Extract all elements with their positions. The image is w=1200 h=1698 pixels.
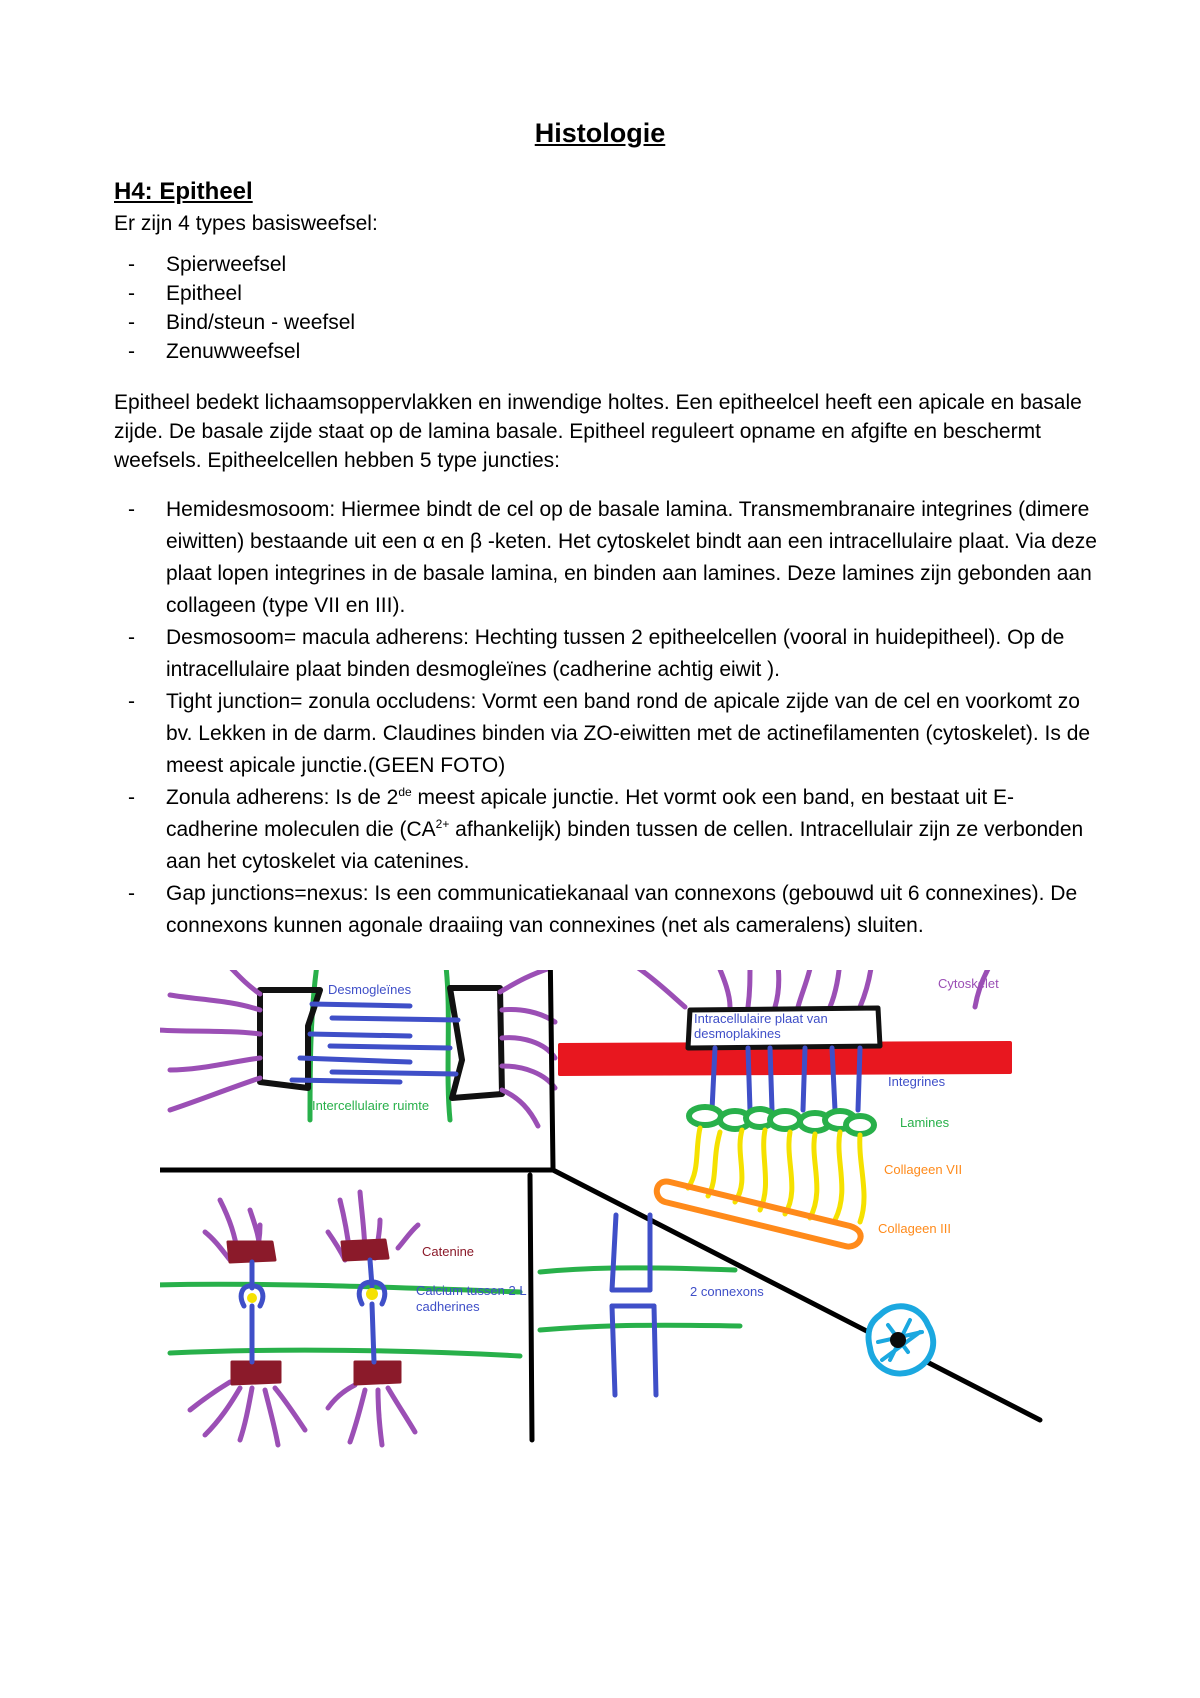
list-item: - Bind/steun - weefsel (114, 308, 355, 337)
gap-junction-drawing (540, 1215, 933, 1395)
label-desmogleines: Desmogleïnes (328, 982, 412, 997)
label-2-connexons: 2 connexons (690, 1284, 764, 1299)
list-item-tight-junction: - Tight junction= zonula occludens: Vormt een band rond de apicale zijde van de cel en voorkomt zo bv. Lekken in de darm. Claudines binden via ZO-eiwitten met de actinefilamenten (cytoskelet). Is de meest apicale junctie.(GEEN FOTO) (114, 686, 1104, 782)
junctions-drawing (160, 970, 1140, 1560)
label-collageen-iii: Collageen III (878, 1221, 951, 1236)
label-cytoskelet: Cytoskelet (938, 976, 999, 991)
list-item: - Epitheel (114, 279, 355, 308)
label-calcium-line1: Calcium tussen 2 L (416, 1283, 527, 1298)
page-title: Histologie (534, 118, 666, 148)
label-lamines: Lamines (900, 1115, 950, 1130)
list-item-desmosoom: - Desmosoom= macula adherens: Hechting tussen 2 epitheelcellen (vooral in huidepitheel). Op de intracellulaire plaat binden desmogleïnes (cadherine achtig eiwit ). (114, 622, 1104, 686)
intro-text: Er zijn 4 types basisweefsel: (114, 212, 378, 235)
epitheel-paragraph: Epitheel bedekt lichaamsoppervlakken en inwendige holtes. Een epitheelcel heeft een apicale en basale zijde. De basale zijde staat op de lamina basale. Epitheel reguleert opname en afgifte en beschermt weefsels. Epitheelcellen hebben 5 type juncties: (114, 391, 1082, 472)
label-catenine: Catenine (422, 1244, 475, 1259)
junctions-figure (160, 970, 1140, 1560)
label-plaat-line2: desmoplakines (694, 1026, 781, 1041)
list-item-zonula-adherens: - Zonula adherens: Is de 2de meest apicale junctie. Het vormt ook een band, en bestaat uit E-cadherine moleculen die ($CA^{2+}$ afhankelijk) binden tussen de cellen. Intracellulair zijn ze verbonden aan het cytoskelet via catenines. (114, 782, 1104, 878)
list-item: - Zenuwweefsel (114, 337, 355, 366)
zonula-adherens-drawing (160, 1192, 520, 1445)
list-item-hemidesmosoom: - Hemidesmosoom: Hiermee bindt de cel op de basale lamina. Transmembranaire integrines (dimere eiwitten) bestaande uit een α en β -keten. Het cytoskelet bindt aan een intracellulaire plaat. Via deze plaat lopen integrines in de basale lamina, en binden aan lamines. Deze lamines zijn gebonden aan collageen (type VII en III). (114, 494, 1104, 622)
section-heading: H4: Epitheel (114, 178, 253, 205)
junction-list (114, 494, 1104, 942)
label-intercellulaire-ruimte: Intercellulaire ruimte (312, 1098, 430, 1113)
label-plaat-line1: Intracellulaire plaat van (694, 1011, 828, 1026)
label-collageen-vii: Collageen VII (884, 1162, 963, 1177)
tissue-type-list (114, 250, 355, 366)
label-calcium-line2: cadherines (416, 1299, 480, 1314)
list-item-gap-junction: - Gap junctions=nexus: Is een communicatiekanaal van connexons (gebouwd uit 6 connexines). De connexons kunnen agonale draaiing van connexines (net als cameralens) sluiten. (114, 878, 1104, 942)
label-integrines: Integrines (888, 1074, 946, 1089)
list-item: - Spierweefsel (114, 250, 355, 279)
